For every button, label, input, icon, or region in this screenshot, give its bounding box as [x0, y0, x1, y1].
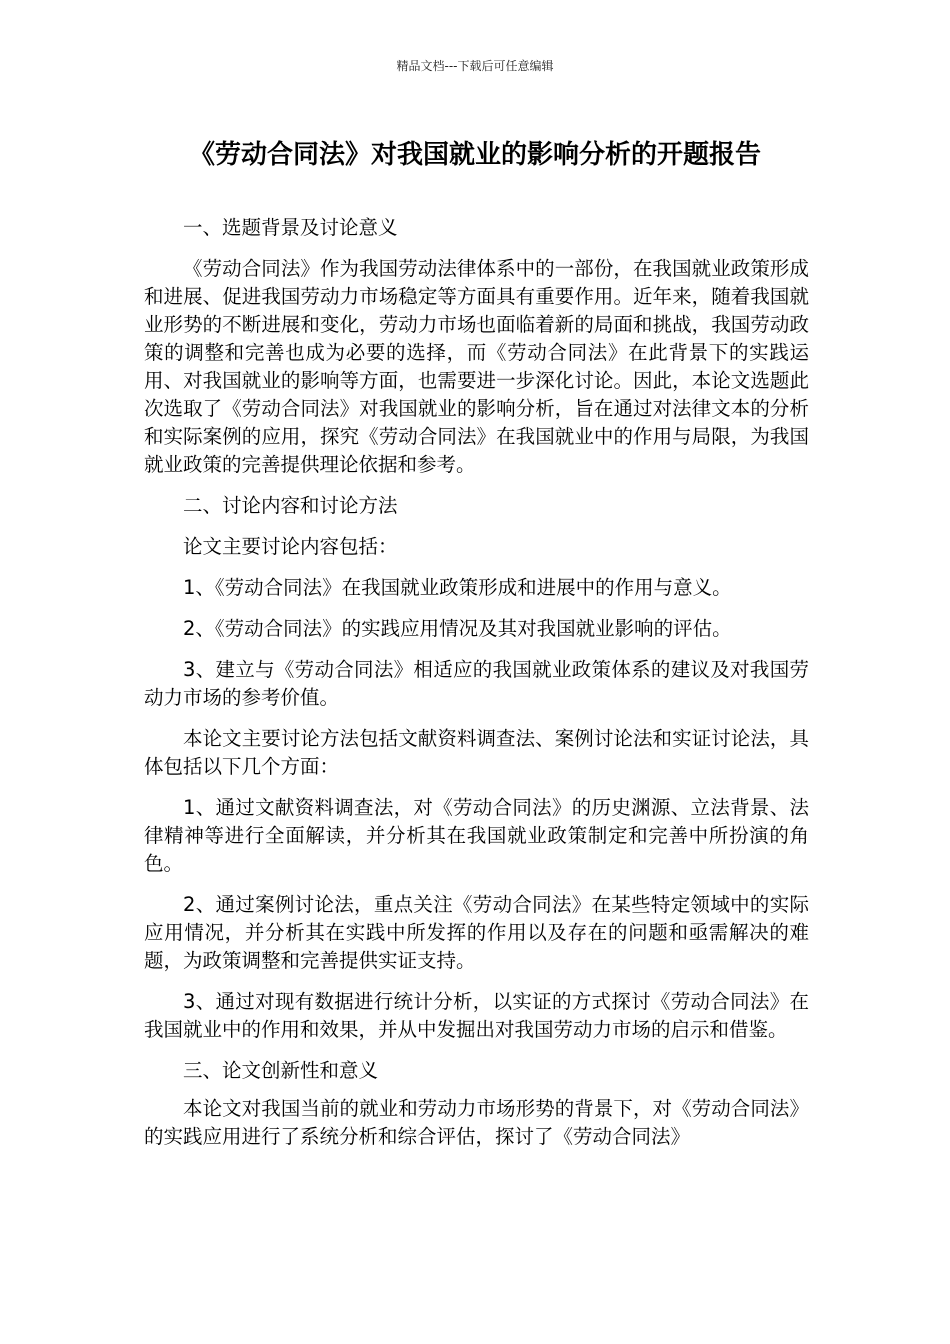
list-item-method-2: 2、通过案例讨论法，重点关注《劳动合同法》在某些特定领域中的实际应用情况，并分析其在实践中所发挥的作用以及存在的问题和亟需解决的难题，为政策调整和完善提供实证支持。 — [144, 893, 809, 972]
list-item-method-3: 3、通过对现有数据进行统计分析，以实证的方式探讨《劳动合同法》在我国就业中的作用和效果，并从中发掘出对我国劳动力市场的启示和借鉴。 — [144, 990, 809, 1041]
list-item-content-3: 3、建立与《劳动合同法》相适应的我国就业政策体系的建议及对我国劳动力市场的参考价值。 — [144, 658, 809, 709]
list-item-content-2: 2、《劳动合同法》的实践应用情况及其对我国就业影响的评估。 — [183, 617, 732, 640]
paragraph-background: 《劳动合同法》作为我国劳动法律体系中的一部份，在我国就业政策形成和进展、促进我国劳动力市场稳定等方面具有重要作用。近年来，随着我国就业形势的不断进展和变化，劳动力市场也面临着新的局面和挑战，我国劳动政策的调整和完善也成为必要的选择，而《劳动合同法》在此背景下的实践运用、对我国就业的影响等方面，也需要进一步深化讨论。因此，本论文选题此次选取了《劳动合同法》对我国就业的影响分析，旨在通过对法律文本的分析和实际案例的应用，探究《劳动合同法》在我国就业中的作用与局限，为我国就业政策的完善提供理论依据和参考。 — [144, 257, 809, 476]
document-body — [144, 214, 809, 1164]
section-heading-content-methods: 二、讨论内容和讨论方法 — [183, 494, 398, 517]
list-item-method-1: 1、通过文献资料调查法，对《劳动合同法》的历史渊源、立法背景、法律精神等进行全面解读，并分析其在我国就业政策制定和完善中所扮演的角色。 — [144, 796, 809, 875]
page-header: 精品文档---下载后可任意编辑 — [396, 59, 554, 73]
document-title: 《劳动合同法》对我国就业的影响分析的开题报告 — [188, 140, 761, 170]
paragraph-innovation: 本论文对我国当前的就业和劳动力市场形势的背景下，对《劳动合同法》的实践应用进行了系统分析和综合评估，探讨了《劳动合同法》 — [144, 1097, 809, 1148]
section-heading-background: 一、选题背景及讨论意义 — [183, 216, 398, 239]
section-heading-innovation: 三、论文创新性和意义 — [183, 1059, 379, 1082]
paragraph-content-intro: 论文主要讨论内容包括： — [183, 535, 398, 558]
paragraph-methods-intro: 本论文主要讨论方法包括文献资料调查法、案例讨论法和实证讨论法，具体包括以下几个方面： — [144, 727, 809, 778]
list-item-content-1: 1、《劳动合同法》在我国就业政策形成和进展中的作用与意义。 — [183, 576, 732, 599]
